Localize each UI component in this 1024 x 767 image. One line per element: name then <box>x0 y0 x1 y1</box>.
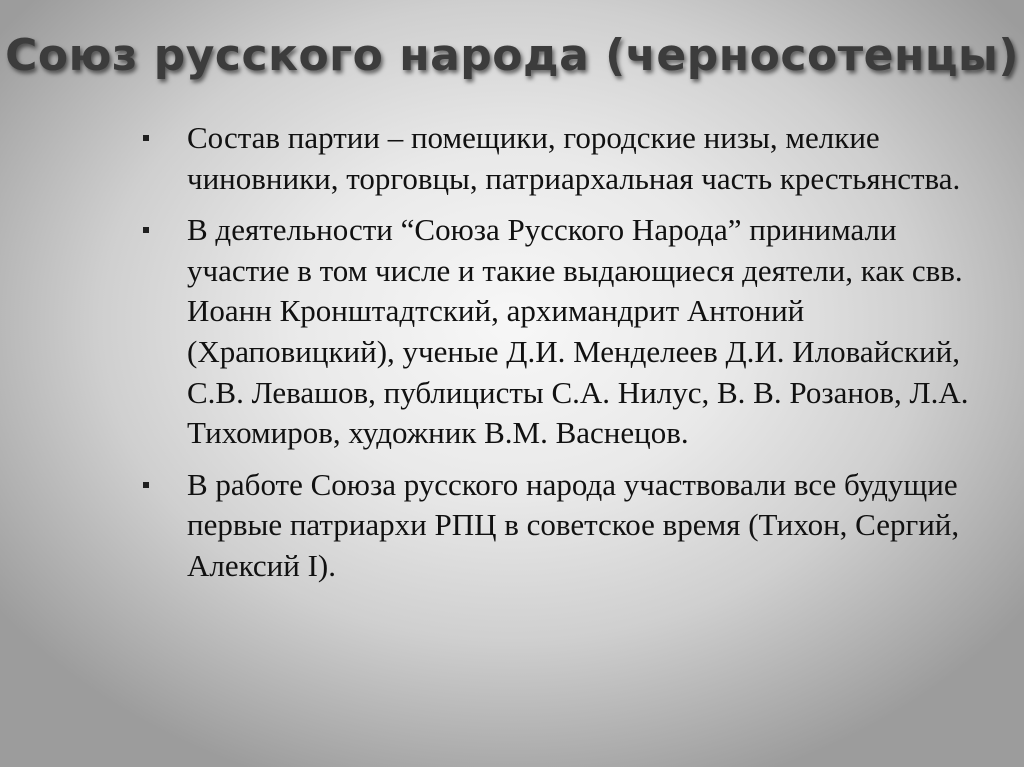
list-item <box>140 118 970 199</box>
list-item <box>140 465 970 587</box>
square-bullet-icon <box>143 227 149 233</box>
bullet-list <box>140 118 970 598</box>
bullet-text: В деятельности “Союза Русского Народа” принимали участие в том числе и такие выдающиеся деятели, как свв. Иоанн Кронштадтский, архимандрит Антоний (Храповицкий), ученые Д.И. Менделеев Д.И. Иловайский, С.В. Левашов, публицисты С.А. Нилус, В. В. Розанов, Л.А. Тихомиров, художник В.М. Васнецов. <box>187 212 969 451</box>
list-item <box>140 210 970 454</box>
square-bullet-icon <box>143 482 149 488</box>
bullet-text: Состав партии – помещики, городские низы, мелкие чиновники, торговцы, патриархальная часть крестьянства. <box>187 120 961 196</box>
bullet-text: В работе Союза русского народа участвовали все будущие первые патриархи РПЦ в советское время (Тихон, Сергий, Алексий I). <box>187 466 960 583</box>
slide-title: Союз русского народа (черносотенцы) <box>5 30 1019 81</box>
square-bullet-icon <box>143 135 149 141</box>
